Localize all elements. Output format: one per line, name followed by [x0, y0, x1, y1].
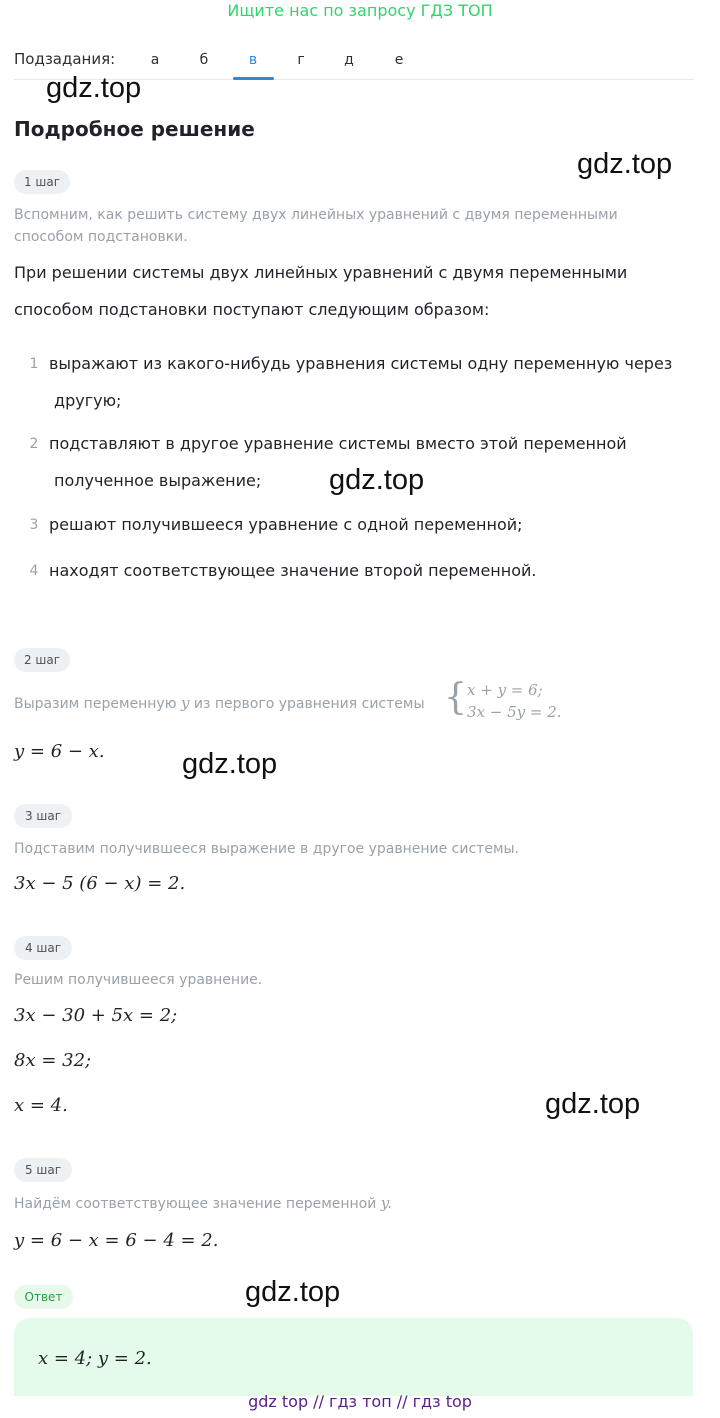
list-number: 4 — [29, 563, 39, 579]
watermark: gdz.top — [577, 148, 673, 180]
hint-text: из первого уравнения системы — [193, 696, 425, 712]
math-result: y = 6 − x. — [14, 741, 105, 762]
tab-a[interactable]: а — [150, 52, 160, 68]
step-badge: 5 шаг — [14, 1158, 72, 1182]
math-line: 8x = 32; — [14, 1050, 92, 1071]
step-badge: 3 шаг — [14, 804, 72, 828]
hint-text: Выразим переменную — [14, 696, 177, 712]
tab-g[interactable]: г — [297, 52, 305, 68]
answer-badge: Ответ — [14, 1285, 73, 1309]
watermark: gdz.top — [46, 72, 142, 104]
subtasks-label: Подзадания: — [14, 50, 116, 68]
step-hint: Решим получившееся уравнение. — [14, 972, 263, 988]
watermark: gdz.top — [245, 1276, 341, 1308]
hint-text: Найдём соответствующее значение переменной — [14, 1196, 377, 1212]
step-hint — [14, 692, 425, 715]
hint-variable: y — [180, 694, 190, 712]
step-hint — [14, 1192, 392, 1215]
list-item: выражают из какого-нибудь уравнения системы одну переменную через — [49, 354, 673, 373]
list-number: 3 — [29, 517, 39, 533]
intro-line: При решении системы двух линейных уравнений с двумя переменными — [14, 263, 628, 282]
list-number: 1 — [29, 356, 39, 372]
tab-e[interactable]: е — [394, 52, 404, 68]
step-badge: 4 шаг — [14, 936, 72, 960]
list-item: находят соответствующее значение второй переменной. — [49, 561, 537, 580]
answer-text: x = 4; y = 2. — [38, 1348, 152, 1369]
tab-v[interactable]: в — [248, 52, 258, 68]
system-brace: { — [444, 677, 467, 718]
list-item: решают получившееся уравнение с одной переменной; — [49, 515, 523, 534]
tab-d[interactable]: д — [344, 52, 354, 68]
step-hint: Подставим получившееся выражение в другое уравнение системы. — [14, 841, 520, 857]
math-result: 3x − 5 (6 − x) = 2. — [14, 873, 186, 894]
promo-banner[interactable]: Ищите нас по запросу ГДЗ ТОП — [227, 1, 493, 20]
watermark: gdz.top — [182, 748, 278, 780]
hint-variable: y. — [380, 1194, 393, 1212]
list-item: другую; — [54, 391, 122, 410]
footer-links[interactable]: gdz top // гдз топ // гдз top — [248, 1392, 472, 1411]
step-hint: Вспомним, как решить систему двух линейных уравнений с двумя переменными способом подстановки. — [14, 207, 618, 245]
tab-b[interactable]: б — [199, 52, 209, 68]
list-item: полученное выражение; — [54, 471, 262, 490]
list-number: 2 — [29, 436, 39, 452]
math-line: x = 4. — [14, 1095, 68, 1116]
watermark: gdz.top — [329, 464, 425, 496]
watermark: gdz.top — [545, 1088, 641, 1120]
step-badge: 2 шаг — [14, 648, 70, 672]
system-equation: x + y = 6; — [467, 681, 543, 699]
math-line: 3x − 30 + 5x = 2; — [14, 1005, 178, 1026]
list-item: подставляют в другое уравнение системы вместо этой переменной — [49, 434, 627, 453]
math-result: y = 6 − x = 6 − 4 = 2. — [14, 1230, 219, 1251]
active-tab-indicator — [233, 77, 274, 80]
system-equation: 3x − 5y = 2. — [467, 703, 562, 721]
step-badge: 1 шаг — [14, 170, 70, 194]
intro-line: способом подстановки поступают следующим образом: — [14, 300, 490, 319]
solution-title: Подробное решение — [14, 117, 255, 141]
